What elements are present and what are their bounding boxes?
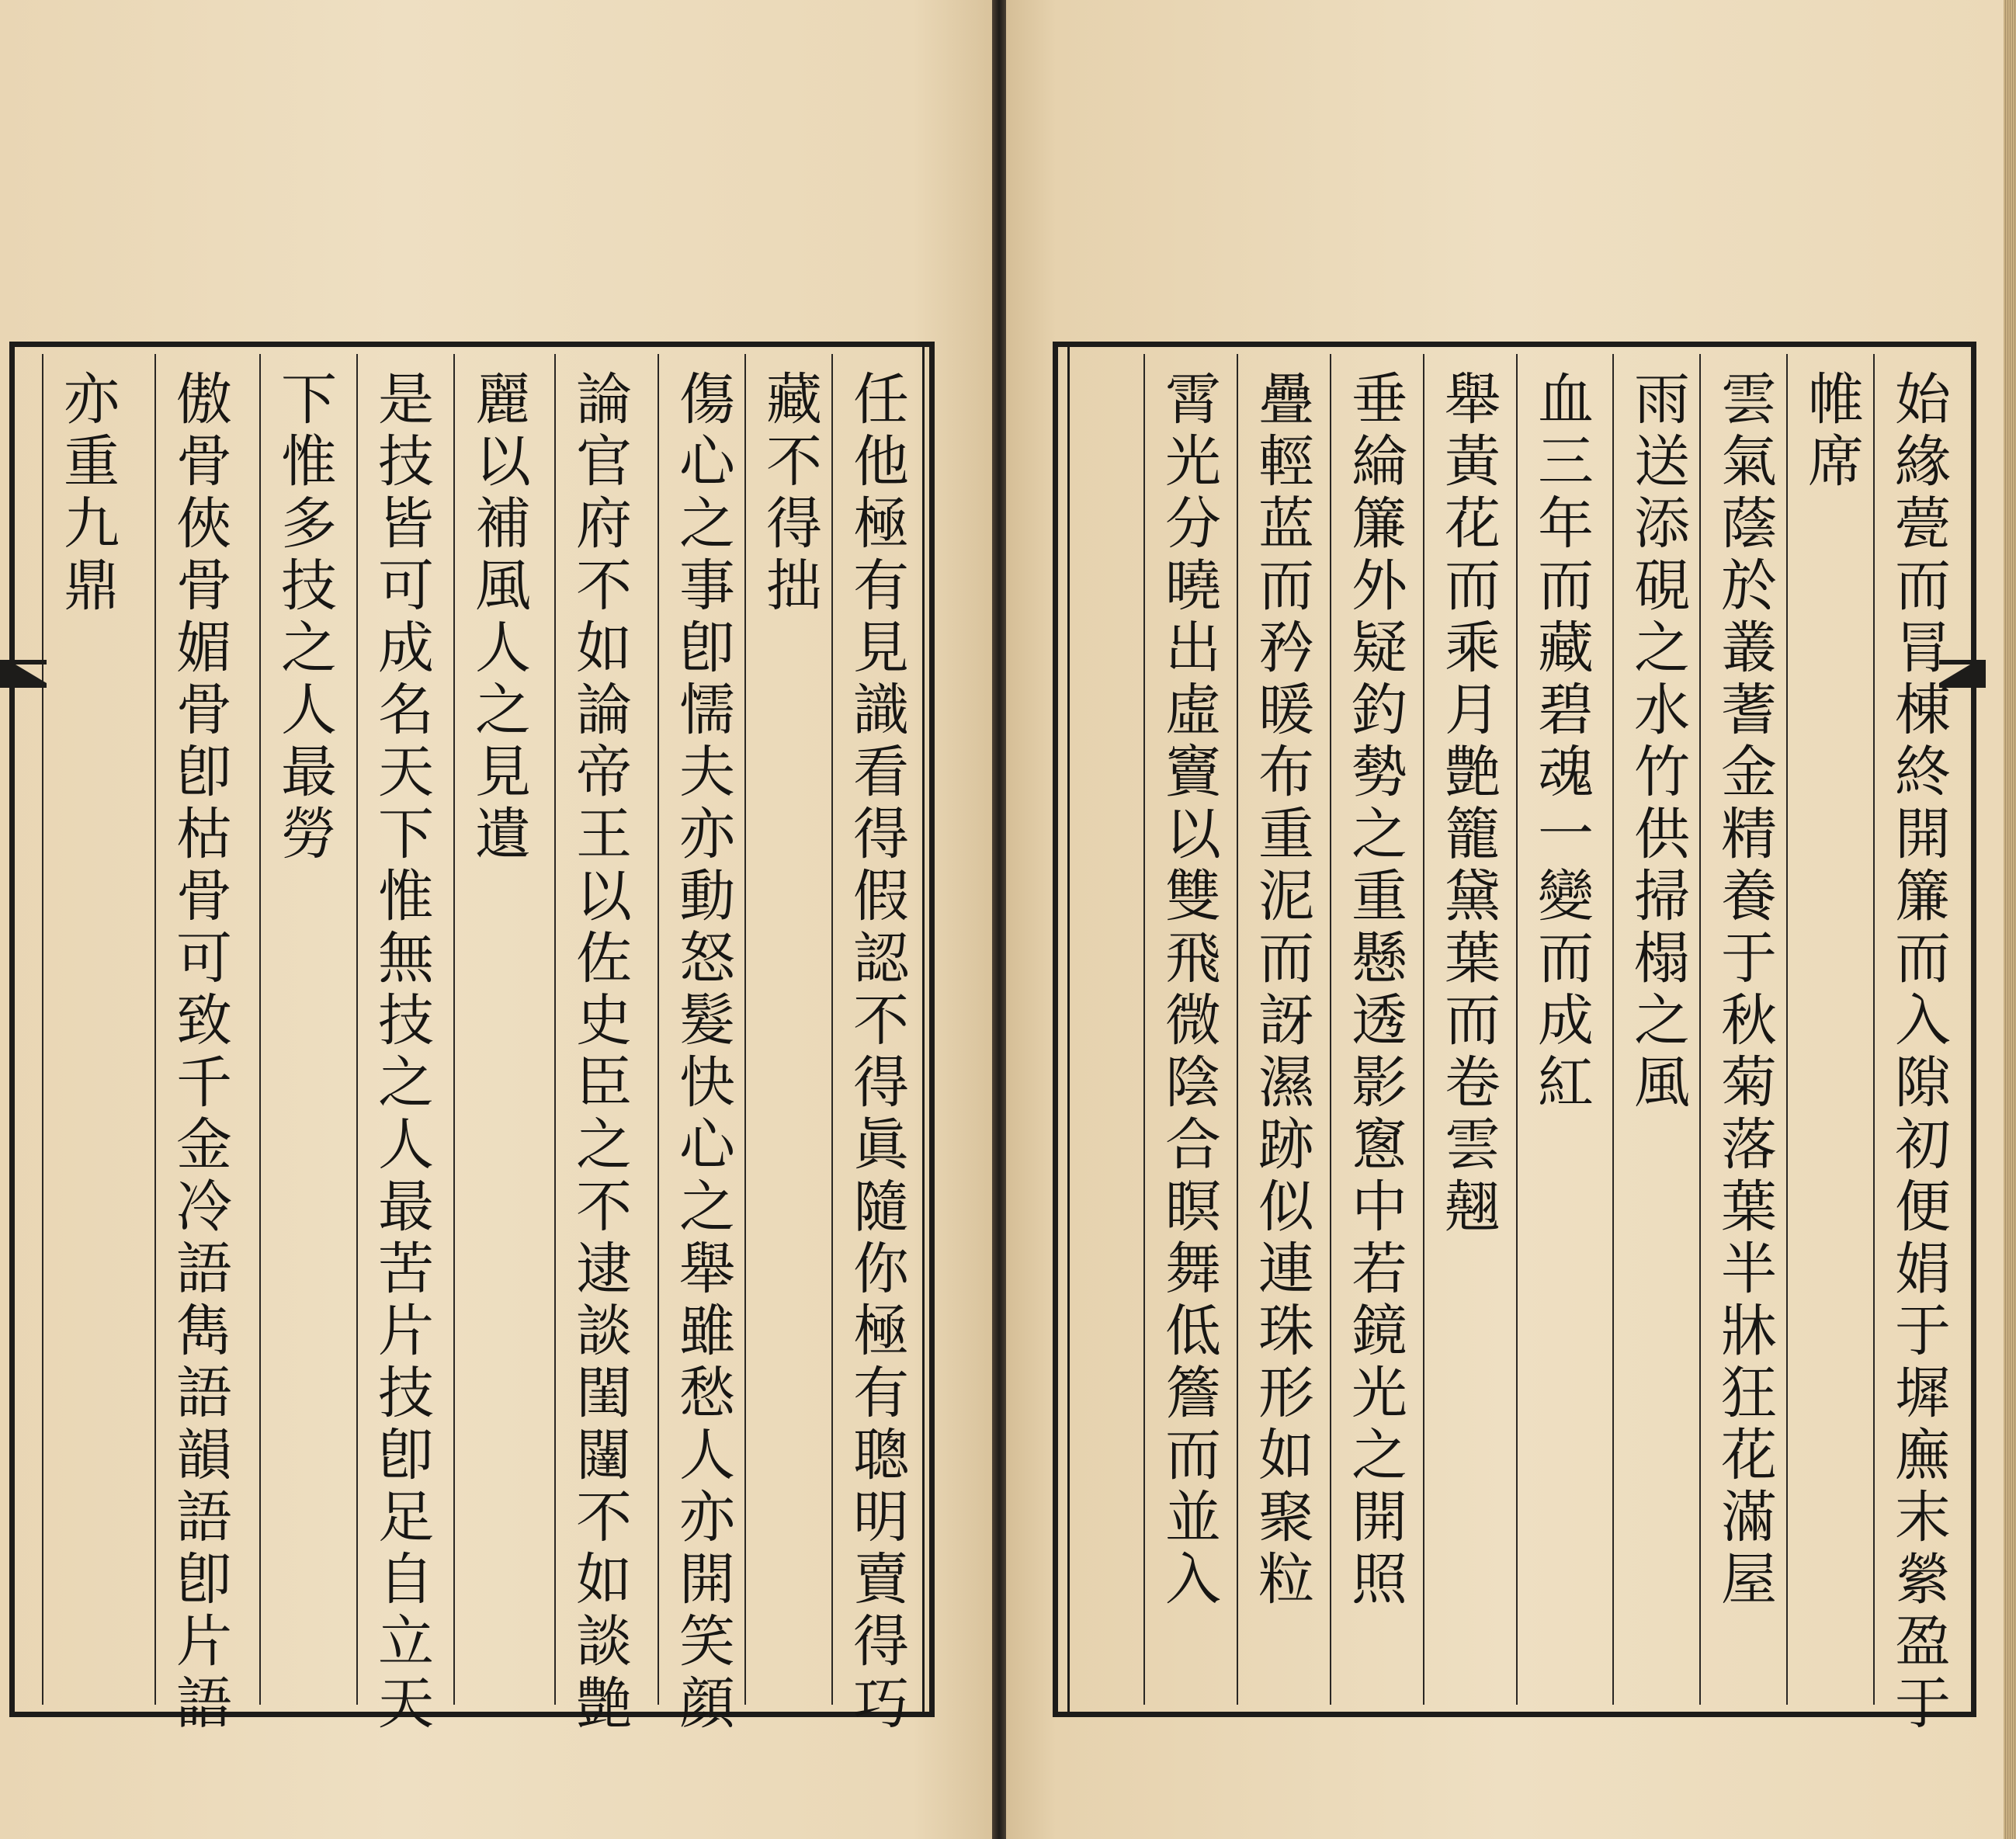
frame-inner-rule [922,347,925,1712]
column-text: 傲骨俠骨媚骨卽枯骨可致千金冷語雋語韻語卽片語 [167,370,232,1736]
page-edges [2004,0,2016,1839]
column-text: 是技皆可成名天下惟無技之人最苦片技卽足自立天 [369,370,434,1736]
left-column-1 [831,354,918,1736]
left-column-3 [658,354,744,1736]
column-text: 麗以補風人之見遺 [466,370,531,866]
right-column-3 [1699,354,1786,1705]
column-text: 雲氣蔭於叢蓍金精養于秋菊落葉半牀狂花滿屋 [1712,370,1777,1612]
right-column-5 [1516,354,1603,1705]
column-text: 論官府不如論帝王以佐史臣之不逮談閨闥不如談艶 [567,370,632,1736]
book-gutter [992,0,1006,1839]
left-column-6 [356,354,443,1736]
right-page-frame [1053,342,1976,1736]
right-column-6 [1423,354,1510,1705]
left-page-frame [9,342,935,1736]
fish-tail-mark-icon [1939,660,1986,688]
left-column-4 [554,354,641,1736]
column-text: 血三年而藏碧魂一變而成紅 [1528,370,1594,1115]
left-column-5 [453,354,540,1705]
column-text: 下惟多技之人最勞 [272,370,337,866]
right-column-2 [1786,354,1873,1705]
left-column-8 [154,354,241,1736]
column-text: 垂綸簾外疑釣勢之重懸透影窻中若鏡光之開照 [1342,370,1407,1612]
column-text: 霄光分曉出虛竇以雙飛微陰合瞑舞低簷而並入 [1156,370,1221,1612]
right-page [1006,0,2004,1839]
column-text: 舉黃花而乘月艶籠黛葉而卷雲翹 [1435,370,1501,1239]
column-text: 雨送添硯之水竹供掃榻之風 [1625,370,1690,1115]
right-column-7 [1330,354,1417,1705]
left-column-9 [42,354,129,1705]
column-text: 帷席 [1799,370,1864,494]
left-page [0,0,992,1839]
right-column-1 [1873,354,1960,1736]
column-text: 傷心之事卽懦夫亦動怒髮快心之舉雖愁人亦開笑顔 [670,370,735,1736]
column-text: 任他極有見識看得假認不得眞隨你極有聰明賣得巧 [844,370,909,1736]
right-column-4 [1612,354,1699,1705]
right-column-9 [1143,354,1230,1705]
column-text: 疊輕蓝而矜暖布重泥而訝濕跡似連珠形如聚粒 [1249,370,1314,1612]
fish-tail-mark-icon [0,660,47,688]
right-column-8 [1237,354,1324,1705]
frame-inner-rule [1067,347,1070,1712]
left-column-2 [744,354,831,1705]
left-column-7 [259,354,346,1705]
column-text: 亦重九鼎 [54,370,120,618]
column-text: 始緣甍而冐棟終開簾而入隙初便娟于墀廡末縈盈于 [1886,370,1951,1736]
column-text: 藏不得拙 [757,370,822,618]
